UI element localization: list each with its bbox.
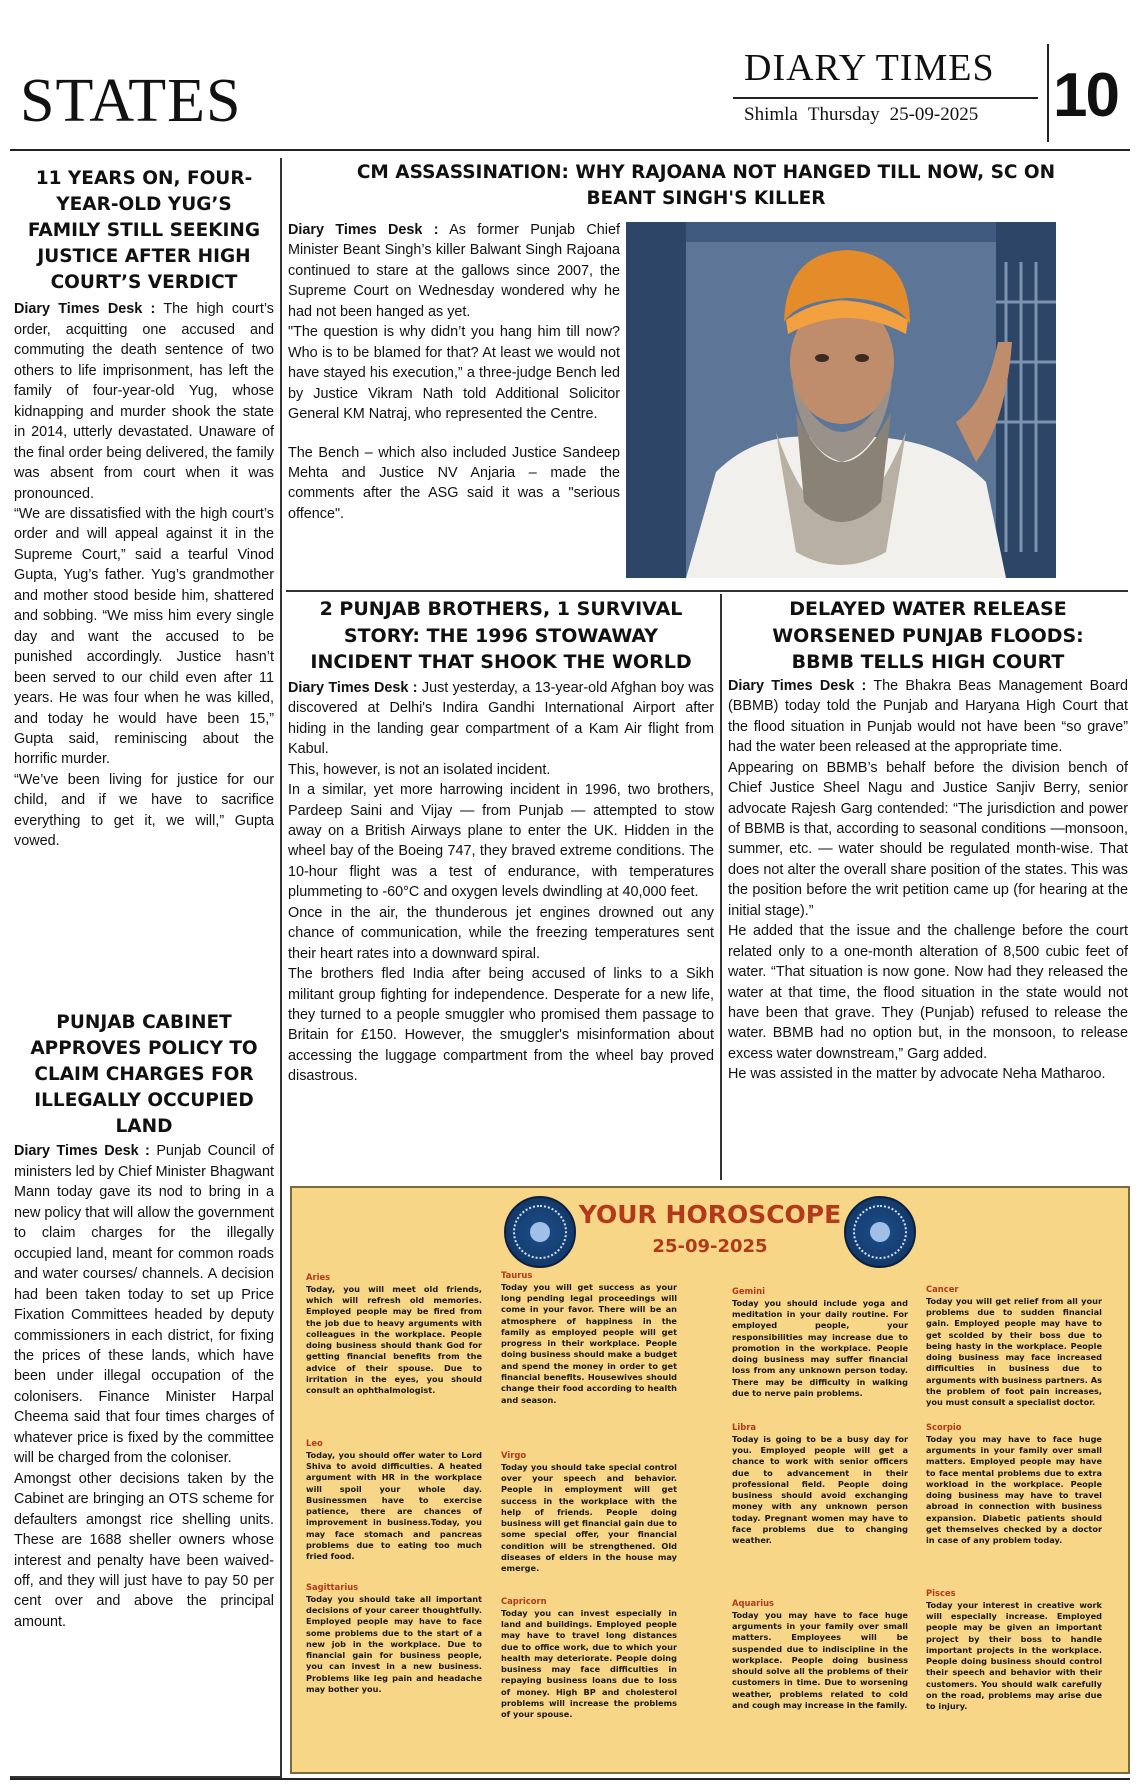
- article-paragraph: This, however, is not an isolated incident.: [288, 761, 551, 778]
- sign-text: Today you will get relief from all your problems due to sudden financial gain. Employed people may have to get scolded by their boss due to being hasty in the workplace. People doing business may face increased difficulties in business due to arguments with business partners. As the problem of foot pain increases, you must consult a specialist doctor.: [926, 1295, 1102, 1408]
- article-paragraph: Once in the air, the thunderous jet engines drowned out any chance of communication, while the freezing temperatures sent their heart rates into a downward spiral.: [288, 904, 714, 962]
- article-yug: [14, 166, 274, 852]
- column-rule-right: [720, 594, 722, 1180]
- sign-name: Gemini: [732, 1286, 765, 1296]
- article-cabinet: [14, 1010, 274, 1632]
- masthead-divider: [1047, 44, 1049, 142]
- row-rule: [286, 590, 1128, 592]
- article-body: [288, 220, 620, 524]
- masthead-rule: [733, 97, 1038, 99]
- article-paragraph: “We are dissatisfied with the high court’s order and will appeal against it in the Supreme Court,” said a tearful Vinod Gupta, Yug’s father. Yug’s grandmother and mother stood beside him, shattered and sobbing. “We miss him every single day and want the accused to be punished accordingly. Justice hasn’t been served to our child even after 11 years. He was four when he was killed, and today he would have been 15,” Gupta said, reminiscing about the horrific murder.: [14, 505, 274, 768]
- article-body: [14, 1141, 274, 1632]
- photo-illustration: [626, 222, 1056, 578]
- horoscope-box: [290, 1186, 1130, 1774]
- article-paragraph: Just yesterday, a 13-year-old Afghan boy was discovered at Delhi's Indira Gandhi International Airport after hiding in the landing gear compartment of a Kam Air flight from Kabul.: [288, 679, 714, 758]
- sign-name: Leo: [306, 1438, 323, 1448]
- article-rajoana: [286, 160, 1126, 212]
- sign-name: Capricorn: [501, 1596, 547, 1606]
- sign-text: Today, you should offer water to Lord Shiva to avoid difficulties. A heated argument with HR in the workplace will spoil your whole day. Businessmen have to exercise patience, there are chances of improvement in business.Today, you may face stomach and pancreas problems due to eating too much fried food.: [306, 1449, 482, 1562]
- article-paragraph: In a similar, yet more harrowing incident in 1996, two brothers, Pardeep Saini and Vijay — from Punjab — attempted to stow away on a British Airways plane to enter the UK. Hidden in the wheel bay of the Boeing 747, they braved extreme conditions. The 10-hour flight was a test of endurance, with temperatures plummeting to -60°C and oxygen levels dwindling at 40,000 feet.: [288, 782, 714, 901]
- sign-text: Today you may have to face huge arguments in your family over small matters. Employees will be suspended due to indiscipline in the workplace. People doing business should solve all the problems of their customers in time. Due to worsening weather, problems related to cold and cough may increase in the family.: [732, 1609, 908, 1711]
- dateline-date: 25-09-2025: [889, 104, 979, 125]
- horoscope-capricorn: [501, 1596, 677, 1721]
- article-byline: Diary Times Desk :: [728, 677, 867, 694]
- horoscope-cancer: [926, 1284, 1102, 1409]
- sign-name: Pisces: [926, 1588, 956, 1598]
- article-bbmb: [728, 596, 1128, 1085]
- sign-text: Today your interest in creative work will especially increase. Employed people may be given an important project by their boss to handle important projects in the workplace. People doing business should control their speech and behavior with their customers. You should walk carefully on the road, problems may arise due to injury.: [926, 1599, 1102, 1712]
- dateline: [744, 104, 1044, 126]
- page-number: 10: [1053, 61, 1118, 130]
- article-headline: 11 YEARS ON, FOUR-YEAR-OLD YUG’S FAMILY STILL SEEKING JUSTICE AFTER HIGH COURT’S VERDICT: [27, 168, 261, 293]
- article-paragraph: Amongst other decisions taken by the Cabinet are bringing an OTS scheme for defaulters amongst rice shelling units. These are 1688 sheller owners whose interest and penalty have been waived-off, and they will just have to pay 50 per cent over and above the principal amount.: [14, 1470, 274, 1630]
- section-title: STATES: [20, 67, 242, 135]
- sign-text: Today, you will meet old friends, which will refresh old memories. Employed people may be fired from the job due to heavy arguments with colleagues in the workplace. People doing business should thank God for getting financial benefits from the advice of their spouse. Due to irritation in the eyes, you should consult an ophthalmologist.: [306, 1283, 482, 1396]
- sign-name: Virgo: [501, 1450, 527, 1460]
- article-byline: Diary Times Desk :: [288, 222, 439, 238]
- sign-name: Scorpio: [926, 1422, 962, 1432]
- article-brothers: [288, 596, 714, 1087]
- article-rajoana-body: [288, 220, 620, 524]
- dateline-day: Thursday: [807, 104, 880, 125]
- article-paragraph: "The question is why didn’t you hang him till now? Who is to be blamed for that? At least we would not have stayed his execution,” a three-judge Bench led by Justice Vikram Nath told Additional Solicitor General KM Natraj, who represented the Centre.: [288, 324, 620, 423]
- article-headline: PUNJAB CABINET APPROVES POLICY TO CLAIM CHARGES FOR ILLEGALLY OCCUPIED LAND: [30, 1012, 258, 1137]
- article-headline: CM ASSASSINATION: WHY RAJOANA NOT HANGED TILL NOW, SC ON BEANT SINGH'S KILLER: [356, 162, 1056, 209]
- article-paragraph: The brothers fled India after being accused of links to a Sikh militant group fighting for independence. Desperate for a new life, they turned to a people smuggler who promised them passage to Britain for £150. However, the smuggler's misinformation about accessing the luggage compartment from the wheel bay proved disastrous.: [288, 966, 714, 1085]
- horoscope-gemini: [732, 1286, 908, 1399]
- sign-name: Aries: [306, 1272, 331, 1282]
- article-photo: [626, 222, 1056, 578]
- sign-name: Cancer: [926, 1284, 959, 1294]
- article-paragraph: Punjab Council of ministers led by Chief Minister Bhagwant Mann today gave its nod to bring in a new policy that will allow the government to claim charges for the illegally occupied land, meant for common roads and water courses/ channels. A decision had been taken today to set up Price Fixation Committees headed by deputy commissioners in each district, for fixing the prices of these lands, which have been under illegal occupation of the colonisers. Finance Minister Harpal Cheema said that four times charges of whatever price is fixed by the committee will be charged from the coloniser.: [14, 1143, 274, 1467]
- horoscope-pisces: [926, 1588, 1102, 1713]
- horoscope-taurus: [501, 1270, 677, 1406]
- horoscope-title: YOUR HOROSCOPE: [578, 1200, 842, 1229]
- sign-text: Today you should take all important decisions of your career thoughtfully. Employed people may have to face some problems due to the start of a new job in the workplace. Due to financial gain for business people, you can invest in a new business. Problems like leg pain and headache may bother you.: [306, 1593, 482, 1695]
- article-body: [728, 676, 1128, 1085]
- sign-text: Today you can invest especially in land and buildings. Employed people may have to travel long distances due to office work, due to which your health may deteriorate. People doing business may face difficulties in repaying business loans due to loss of money. High BP and cholesterol problems will increase the problems of your spouse.: [501, 1607, 677, 1720]
- article-byline: Diary Times Desk :: [14, 301, 156, 318]
- article-paragraph: He was assisted in the matter by advocate Neha Matharoo.: [728, 1066, 1106, 1083]
- horoscope-aries: [306, 1272, 482, 1397]
- sign-name: Aquarius: [732, 1598, 775, 1608]
- column-rule-left: [280, 158, 282, 1776]
- sign-text: Today you should take special control over your speech and behavior. People in employment will get success in the workplace with the help of friends. People doing business will get financial gain due to some special offer, your financial condition will be strengthened. Old diseases of elders in the house may emerge.: [501, 1461, 677, 1574]
- horoscope-date: 25-09-2025: [652, 1236, 768, 1257]
- article-paragraph: As former Punjab Chief Minister Beant Singh’s killer Balwant Singh Rajoana continued to stare at the gallows since 2007, the Supreme Court on Wednesday wondered why he had not been hanged as yet.: [288, 222, 620, 320]
- sign-name: Taurus: [501, 1270, 533, 1280]
- horoscope-leo: [306, 1438, 482, 1563]
- horoscope-virgo: [501, 1450, 677, 1575]
- sign-text: Today you should include yoga and meditation in your daily routine. For employed people, your responsibilities may increase due to promotion in the workplace. People doing business may suffer financial loss from any unknown person today. There may be difficulty in walking due to nerve pain problems.: [732, 1297, 908, 1399]
- sign-text: Today you will get success as your long pending legal proceedings will come in your favor. There will be an atmosphere of happiness in the family as employed people will get progress in their workplace. People doing business should make a budget and spend the money in order to get financial benefits. Housewives should change their food according to health and season.: [501, 1281, 677, 1405]
- article-byline: Diary Times Desk :: [288, 679, 418, 696]
- sign-text: Today is going to be a busy day for you. Employed people will get a chance to work with senior officers due to advancement in their professional field. People doing business should avoid exchanging money with any unknown person today. Pregnant women may have to face problems due to changing weather.: [732, 1433, 908, 1546]
- horoscope-sagittarius: [306, 1582, 482, 1695]
- sign-name: Libra: [732, 1422, 756, 1432]
- article-headline: 2 PUNJAB BROTHERS, 1 SURVIVAL STORY: THE 1996 STOWAWAY INCIDENT THAT SHOOK THE WORLD: [310, 598, 692, 674]
- paper-name: DIARY TIMES: [744, 47, 995, 89]
- horoscope-libra: [732, 1422, 908, 1547]
- dateline-city: Shimla: [744, 104, 798, 125]
- sign-text: Today you may have to face huge arguments in your family over small matters. Employed people may have to face mental problems due to extra workload in the workplace. People doing business may have to travel abroad in connection with business expansion. Diabetic patients should get themselves checked by a doctor in case of any problem today.: [926, 1433, 1102, 1546]
- horoscope-aquarius: [732, 1598, 908, 1711]
- article-paragraph: Appearing on BBMB’s behalf before the division bench of Chief Justice Sheel Nagu and Justice Sanjiv Berry, senior advocate Rajesh Garg contended: “The jurisdiction and power of BBMB is that, according to seasonal conditions —monsoon, summer, etc. — water should be regulated month-wise. That does not alter the overall share position of the states. This was the position before the writ petition came up (for hearing at the initial stage).”: [728, 759, 1128, 919]
- article-body: [288, 678, 714, 1087]
- article-paragraph: He added that the issue and the challenge before the court related only to a one-month alteration of 8,500 cubic feet of water. “That situation is now gone. Now had they released the water at that time, the flood situation in the state would not have been that grave. They (Punjab) refused to release the water. BBMB had no option but, in the monsoon, to release excess water downstream,” Garg added.: [728, 923, 1128, 1062]
- article-body: [14, 299, 274, 851]
- top-rule: [10, 149, 1130, 151]
- article-headline: DELAYED WATER RELEASE WORSENED PUNJAB FLOODS: BBMB TELLS HIGH COURT: [772, 598, 1084, 674]
- article-paragraph: The Bhakra Beas Management Board (BBMB) today told the Punjab and Haryana High Court that the flood situation in Punjab would not have been “so grave” had the water been released at the appropriate time.: [728, 677, 1128, 756]
- bottom-rule: [10, 1778, 1130, 1780]
- article-paragraph: The Bench – which also included Justice Sandeep Mehta and Justice NV Anjaria – made the comments after the ASG said it was a "serious offence".: [288, 444, 620, 522]
- article-paragraph: The high court’s order, acquitting one accused and commuting the death sentence of two others to life imprisonment, has left the family of four-year-old Yug, whose kidnapping and murder shook the state in 2014, utterly devastated. Unaware of the final order being delivered, the family was absent from court when it was pronounced.: [14, 301, 274, 502]
- article-paragraph: “We’ve been living for justice for our child, and if we have to sacrifice everything to get it, we will,” Gupta vowed.: [14, 771, 274, 850]
- horoscope-scorpio: [926, 1422, 1102, 1547]
- article-byline: Diary Times Desk :: [14, 1143, 150, 1160]
- sign-name: Sagittarius: [306, 1582, 359, 1592]
